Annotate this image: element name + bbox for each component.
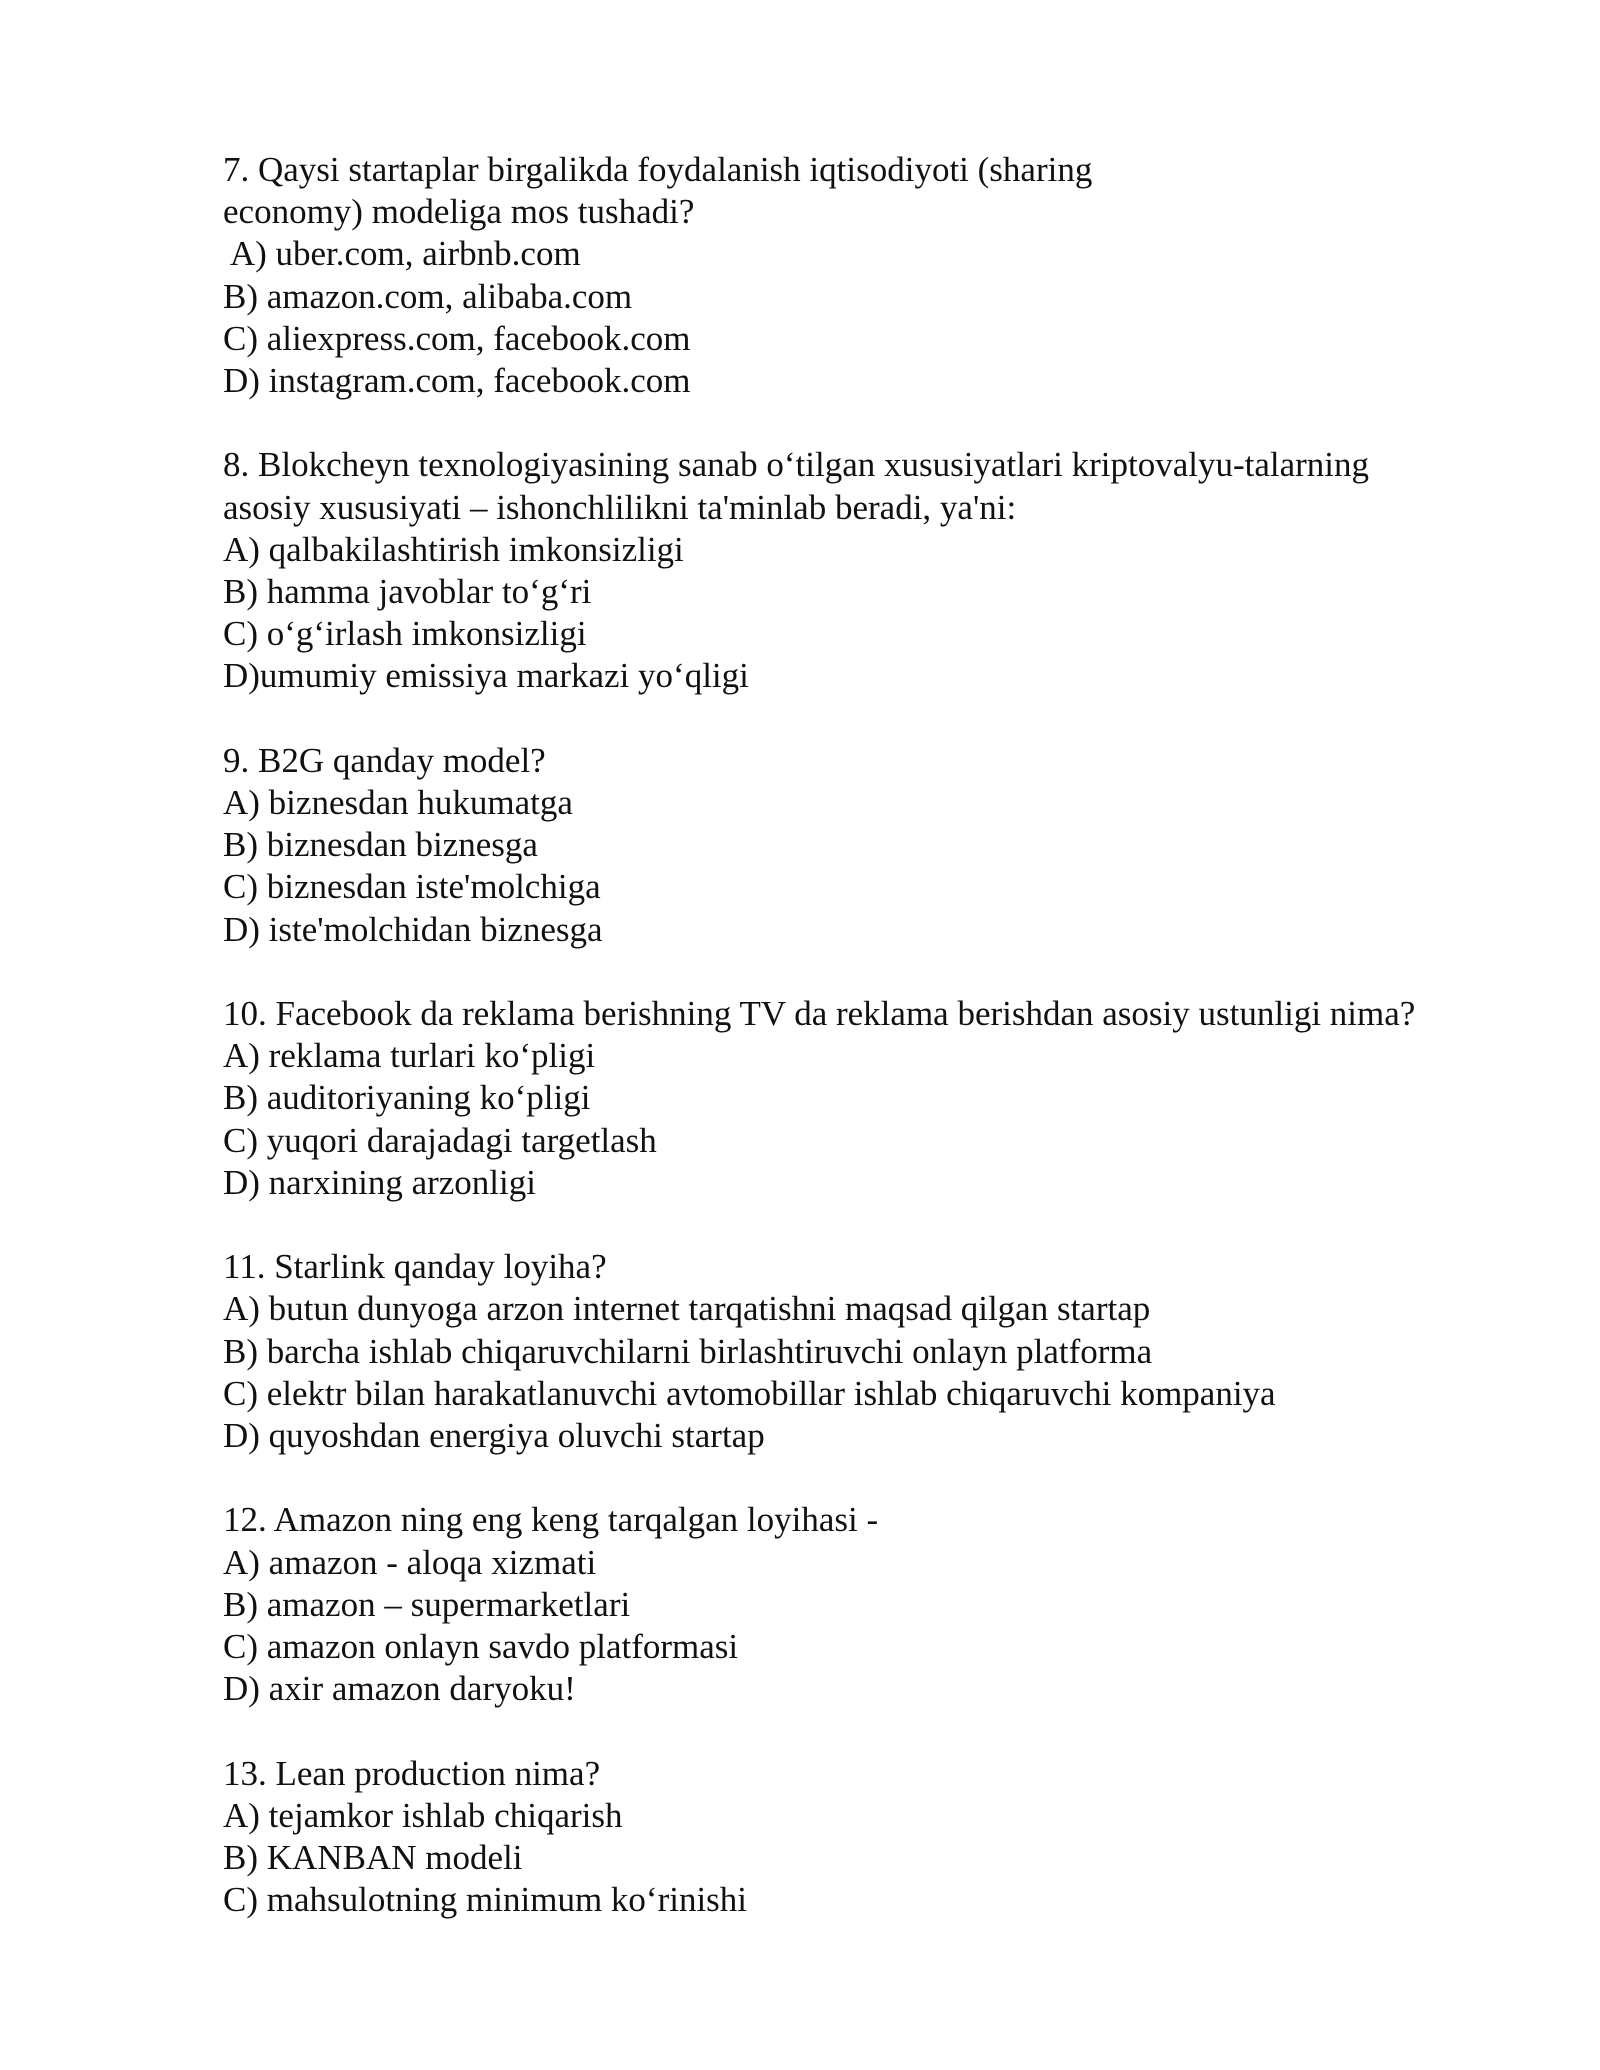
answer-option: C) amazon onlayn savdo platformasi <box>223 1627 739 1667</box>
answer-option: A) reklama turlari ko‘pligi <box>223 1036 596 1076</box>
answer-option: A) amazon - aloqa xizmati <box>223 1542 597 1582</box>
answer-option: A) uber.com, airbnb.com <box>223 234 581 274</box>
question-text: economy) modeliga mos tushadi? <box>223 192 695 232</box>
answer-option: D) narxining arzonligi <box>223 1162 536 1202</box>
answer-option: A) tejamkor ishlab chiqarish <box>223 1795 623 1835</box>
question-text: 9. B2G qanday model? <box>223 740 546 780</box>
answer-option: D) quyoshdan energiya oluvchi startap <box>223 1416 765 1456</box>
question-12 <box>223 1499 1523 1710</box>
answer-option: B) hamma javoblar to‘g‘ri <box>223 572 592 612</box>
answer-option: A) butun dunyoga arzon internet tarqatishni maqsad qilgan startap <box>223 1289 1151 1329</box>
question-text: asosiy xususiyati – ishonchlilikni ta'minlab beradi, ya'ni: <box>223 487 1017 527</box>
quiz-content <box>223 149 1523 1964</box>
question-9 <box>223 740 1523 951</box>
answer-option: D) iste'molchidan biznesga <box>223 909 603 949</box>
question-10 <box>223 993 1523 1204</box>
answer-option: C) biznesdan iste'molchiga <box>223 867 601 907</box>
answer-option: B) KANBAN modeli <box>223 1838 523 1878</box>
answer-option: C) mahsulotning minimum ko‘rinishi <box>223 1880 748 1920</box>
answer-option: A) biznesdan hukumatga <box>223 783 573 823</box>
answer-option: A) qalbakilashtirish imkonsizligi <box>223 529 684 569</box>
answer-option: B) amazon.com, alibaba.com <box>223 276 633 316</box>
answer-option: C) aliexpress.com, facebook.com <box>223 318 691 358</box>
answer-option: D) instagram.com, facebook.com <box>223 361 691 401</box>
question-8 <box>223 444 1523 697</box>
answer-option: C) yuqori darajadagi targetlash <box>223 1120 657 1160</box>
answer-option: D)umumiy emissiya markazi yo‘qligi <box>223 656 749 696</box>
question-text: 7. Qaysi startaplar birgalikda foydalanish iqtisodiyoti (sharing <box>223 150 1093 189</box>
answer-option: B) auditoriyaning ko‘pligi <box>223 1078 591 1118</box>
question-13 <box>223 1753 1523 1922</box>
answer-option: B) biznesdan biznesga <box>223 825 538 865</box>
question-text: 13. Lean production nima? <box>223 1753 601 1793</box>
question-7 <box>223 149 1523 402</box>
question-text: 8. Blokcheyn texnologiyasining sanab o‘tilgan xususiyatlari kriptovalyu-talarning <box>223 445 1370 485</box>
question-11 <box>223 1246 1523 1457</box>
question-text: 11. Starlink qanday loyiha? <box>223 1247 607 1287</box>
answer-option: D) axir amazon daryoku! <box>223 1669 576 1709</box>
answer-option: B) amazon – supermarketlari <box>223 1584 631 1624</box>
question-text: 10. Facebook da reklama berishning TV da reklama berishdan asosiy ustunligi nima? <box>223 994 1416 1034</box>
answer-option: C) o‘g‘irlash imkonsizligi <box>223 614 587 654</box>
answer-option: C) elektr bilan harakatlanuvchi avtomobillar ishlab chiqaruvchi kompaniya <box>223 1373 1276 1413</box>
question-text: 12. Amazon ning eng keng tarqalgan loyihasi - <box>223 1500 879 1540</box>
answer-option: B) barcha ishlab chiqaruvchilarni birlashtiruvchi onlayn platforma <box>223 1331 1153 1371</box>
